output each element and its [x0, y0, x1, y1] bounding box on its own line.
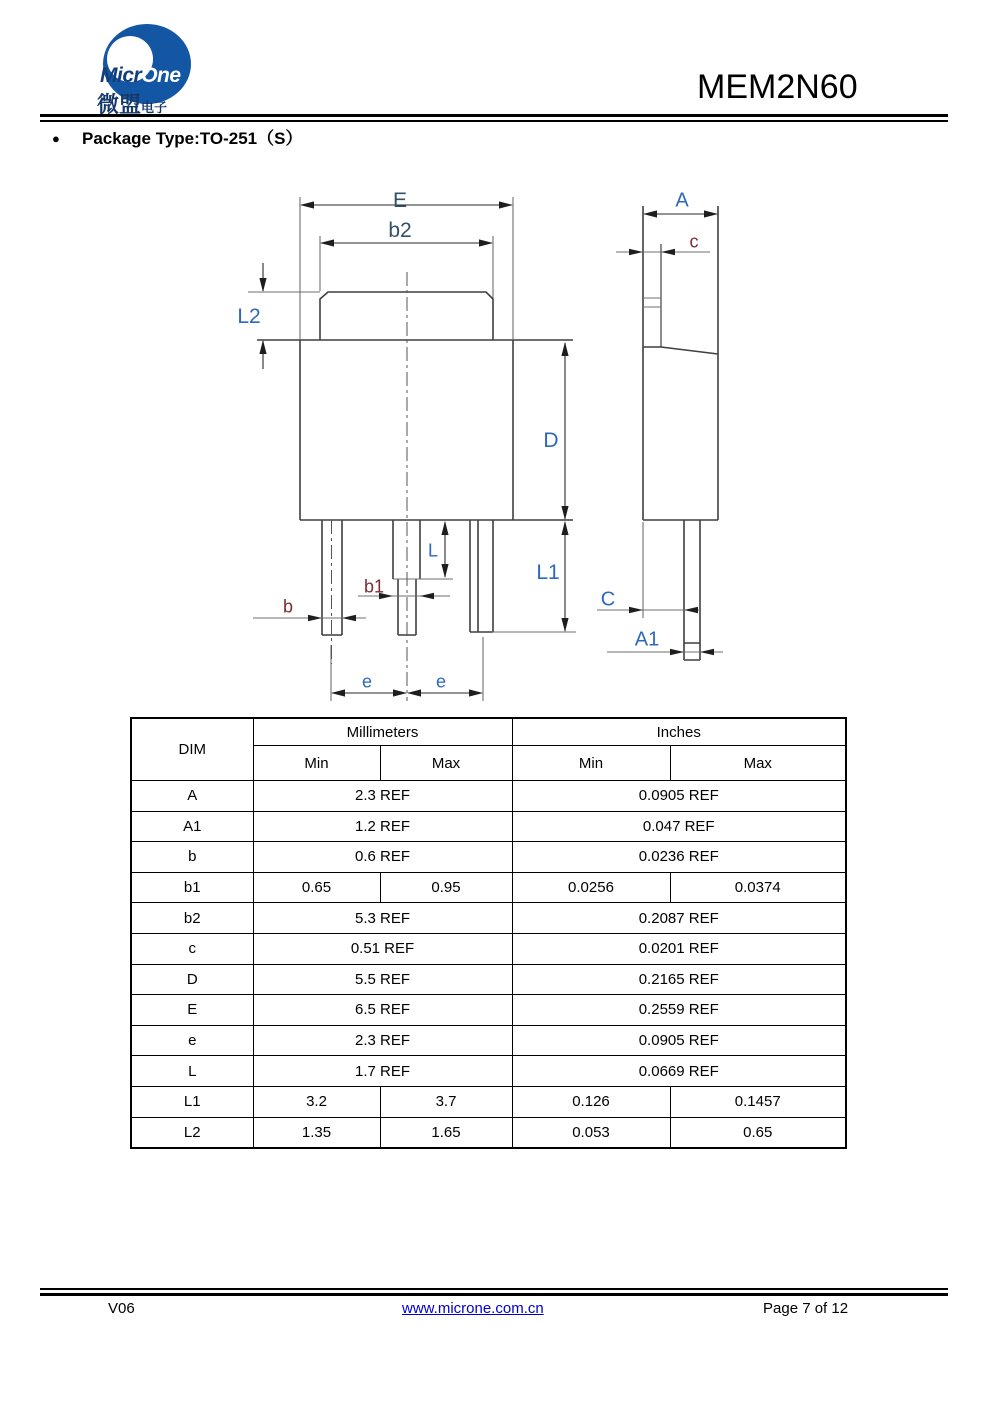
dim-label-C: C: [600, 588, 616, 611]
dim-label-E: E: [392, 189, 408, 212]
col-header-inches: Inches: [512, 718, 846, 746]
table-row: [131, 964, 846, 995]
cell-dim: L2: [131, 1117, 253, 1148]
cell-mm-min: 3.2: [253, 1086, 380, 1117]
cell-mm: 2.3 REF: [253, 781, 512, 812]
col-header-in-max: Max: [670, 746, 846, 781]
footer-version: V06: [108, 1300, 135, 1317]
cell-dim: b1: [131, 872, 253, 903]
table-row: [131, 1086, 846, 1117]
package-type-label: Package Type:TO-251（S）: [82, 129, 303, 148]
bullet-icon: ●: [52, 131, 60, 146]
cell-mm: 0.6 REF: [253, 842, 512, 873]
table-row: [131, 903, 846, 934]
footer-website-link[interactable]: www.microne.com.cn: [402, 1300, 544, 1317]
cell-in: 0.0905 REF: [512, 1025, 846, 1056]
cell-mm-max: 1.65: [380, 1117, 512, 1148]
col-header-millimeters: Millimeters: [253, 718, 512, 746]
footer-page-number: Page 7 of 12: [763, 1300, 849, 1317]
dim-label-L1: L1: [536, 561, 560, 584]
cell-mm-min: 1.35: [253, 1117, 380, 1148]
dim-label-e2: e: [435, 671, 447, 692]
cell-in: 0.2087 REF: [512, 903, 846, 934]
cell-mm-max: 0.95: [380, 872, 512, 903]
cell-mm: 1.2 REF: [253, 811, 512, 842]
logo-brand-micr: Micr: [100, 64, 142, 87]
cell-mm-min: 0.65: [253, 872, 380, 903]
dim-label-b: b: [282, 596, 294, 617]
col-header-dim: DIM: [131, 718, 253, 781]
dim-label-A1: A1: [634, 628, 660, 651]
dimension-table: [130, 717, 847, 1149]
dimension-lines: [263, 205, 717, 693]
cell-mm: 0.51 REF: [253, 933, 512, 964]
dim-label-L: L: [427, 540, 439, 561]
col-header-mm-max: Max: [380, 746, 512, 781]
cell-dim: L: [131, 1056, 253, 1087]
side-view: [643, 206, 718, 660]
cell-dim: E: [131, 995, 253, 1026]
cell-mm: 5.5 REF: [253, 964, 512, 995]
col-header-mm-min: Min: [253, 746, 380, 781]
cell-dim: D: [131, 964, 253, 995]
table-row: [131, 1056, 846, 1087]
cell-in-min: 0.0256: [512, 872, 670, 903]
dim-label-b1: b1: [363, 576, 385, 597]
cell-in: 0.047 REF: [512, 811, 846, 842]
cell-dim: A: [131, 781, 253, 812]
dim-label-b2: b2: [388, 219, 412, 242]
table-row: [131, 933, 846, 964]
cell-dim: A1: [131, 811, 253, 842]
logo-cn-sub: 电子: [141, 100, 168, 115]
cell-in-min: 0.053: [512, 1117, 670, 1148]
dim-label-A: A: [675, 189, 689, 212]
cell-in-max: 0.65: [670, 1117, 846, 1148]
front-view: [257, 292, 573, 635]
cell-dim: b: [131, 842, 253, 873]
logo-brand-one: One: [141, 64, 181, 87]
table-row: [131, 842, 846, 873]
col-header-in-min: Min: [512, 746, 670, 781]
cell-in: 0.0669 REF: [512, 1056, 846, 1087]
cell-dim: b2: [131, 903, 253, 934]
dim-label-D: D: [543, 429, 559, 452]
table-row: [131, 995, 846, 1026]
centerlines: [332, 272, 408, 701]
table-row: [131, 1025, 846, 1056]
cell-dim: L1: [131, 1086, 253, 1117]
cell-dim: c: [131, 933, 253, 964]
footer-divider: [40, 1288, 948, 1296]
extension-lines: [248, 197, 723, 701]
dim-label-L2: L2: [237, 305, 261, 328]
cell-in-max: 0.0374: [670, 872, 846, 903]
cell-mm: 1.7 REF: [253, 1056, 512, 1087]
cell-mm-max: 3.7: [380, 1086, 512, 1117]
cell-mm: 5.3 REF: [253, 903, 512, 934]
cell-in: 0.2559 REF: [512, 995, 846, 1026]
cell-in-max: 0.1457: [670, 1086, 846, 1117]
table-row: [131, 1117, 846, 1148]
table-row: [131, 872, 846, 903]
logo-cn-main: 微盟: [97, 92, 142, 117]
cell-dim: e: [131, 1025, 253, 1056]
cell-mm: 6.5 REF: [253, 995, 512, 1026]
cell-in-min: 0.126: [512, 1086, 670, 1117]
table-row: [131, 781, 846, 812]
cell-mm: 2.3 REF: [253, 1025, 512, 1056]
part-number-title: MEM2N60: [697, 68, 858, 106]
cell-in: 0.0236 REF: [512, 842, 846, 873]
dim-label-e1: e: [361, 671, 373, 692]
cell-in: 0.0201 REF: [512, 933, 846, 964]
table-row: [131, 811, 846, 842]
cell-in: 0.2165 REF: [512, 964, 846, 995]
cell-in: 0.0905 REF: [512, 781, 846, 812]
dim-label-c: c: [689, 231, 699, 252]
